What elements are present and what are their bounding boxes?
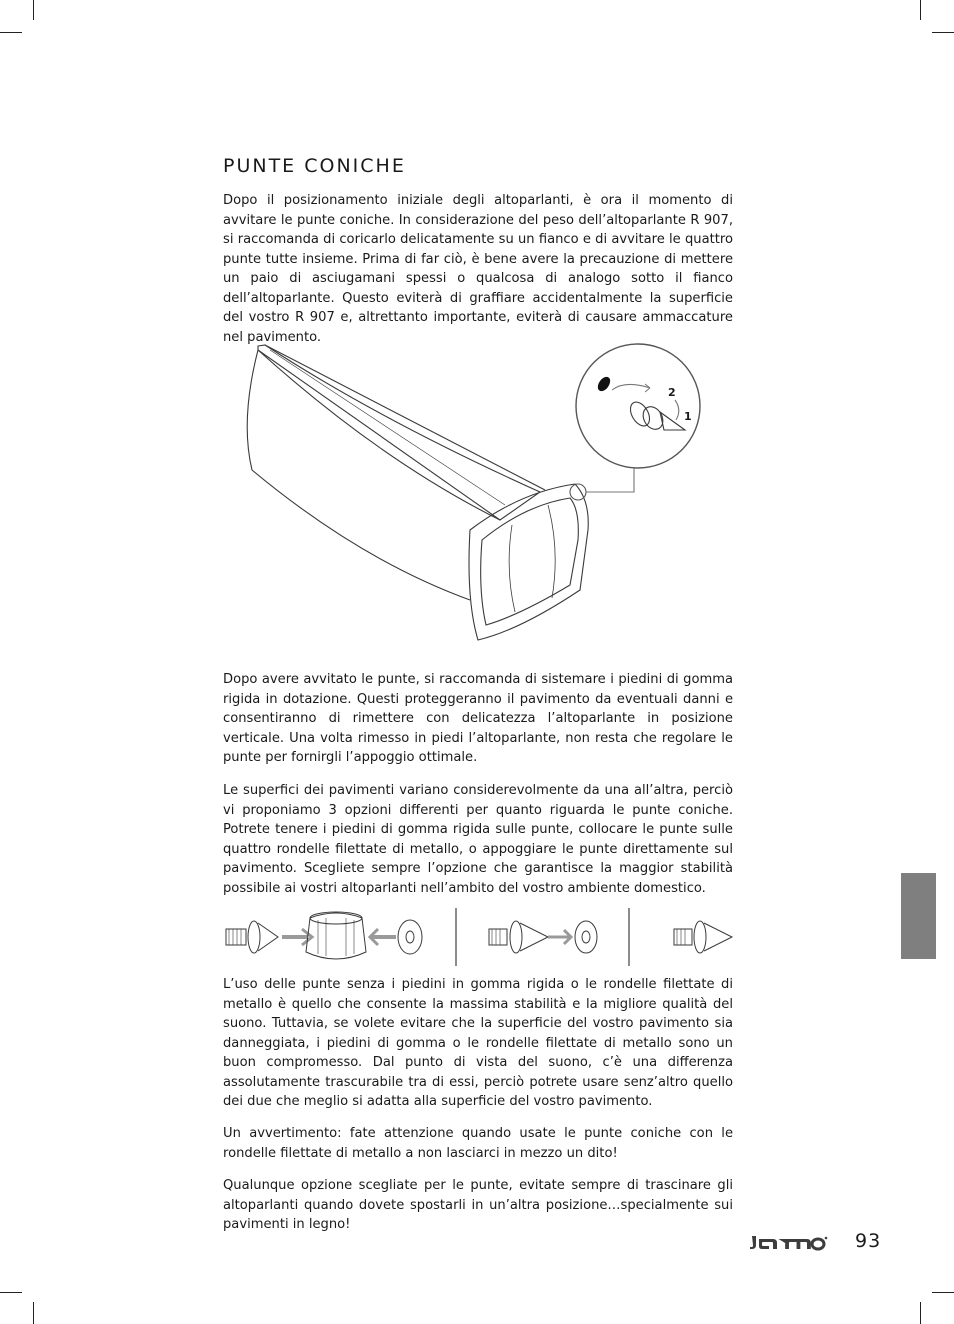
crop-mark <box>932 1292 954 1293</box>
step-label-1: 1 <box>684 410 692 423</box>
section-heading: PUNTE CONICHE <box>223 155 406 177</box>
step-label-2: 2 <box>668 386 676 399</box>
paragraph-after-spikes: Dopo avere avvitato le punte, si raccomanda di sistemare i piedini di gomma rigida in dotazione. Questi proteggeranno il pavimento da eventuali danni e consentiranno di rimettere con delicatezza l’altoparlante in posizione verticale. Una volta rimesso in piedi l’altoparlante, non resta che regolare le punte per fornirgli l’appoggio ottimale. <box>223 672 733 765</box>
paragraph-stability: L’uso delle punte senza i piedini in gomma rigida o le rondelle filettate di metallo è quello che consente la massima stabilità e la migliore qualità del suono. Tuttavia, se volete evitare che la superficie del vostro pavimento sia danneggiata, i piedini di gomma o le rondelle filettate di metallo sono un buon compromesso. Dal punto di vista del suono, c’è una differenza assolutamente trascurabile tra di essi, perciò potrete usare senz’altro quello dei due che meglio si adatta alla superficie del vostro pavimento. <box>223 977 733 1109</box>
section-tab <box>901 873 936 959</box>
crop-mark <box>33 1302 34 1324</box>
crop-mark <box>33 0 34 20</box>
spike-options-illustration <box>222 906 736 968</box>
paragraph-warning: Un avvertimento: fate attenzione quando usate le punte coniche con le rondelle filettate di metallo a non lasciarci in mezzo un dito! <box>223 1126 733 1161</box>
speaker-spike-illustration <box>240 338 692 643</box>
crop-mark <box>0 1292 22 1293</box>
crop-mark <box>920 0 921 20</box>
crop-mark <box>0 32 22 33</box>
paragraph-floor-options: Le superfici dei pavimenti variano considerevolmente da una all’altra, perciò vi proponiamo 3 opzioni differenti per quanto riguarda le punte coniche. Potrete tenere i piedini di gomma rigida sulle punte, collocare le punte sulle quattro rondelle filettate di metallo, o appoggiare le punte direttamente sul pavimento. Scegliete sempre l’opzione che garantisce la maggior stabilità possibile ai vostri altoparlanti nell’ambito del vostro ambiente domestico. <box>223 783 733 896</box>
paragraph-dragging: Qualunque opzione scegliate per le punte, evitate sempre di trascinare gli altoparlanti quando dovete spostarli in un’altra posizione…specialmente sui pavimenti in legno! <box>223 1178 733 1232</box>
page-number: 93 <box>855 1230 882 1252</box>
crop-mark <box>932 32 954 33</box>
crop-mark <box>920 1302 921 1324</box>
paragraph-intro: Dopo il posizionamento iniziale degli altoparlanti, è ora il momento di avvitare le punte coniche. In considerazione del peso dell’altoparlante R 907, si raccomanda di coricarlo delicatamente su un fianco e di avvitare le quattro punte tutte insieme. Prima di far ciò, è bene avere la precauzione di mettere un paio di asciugamani spessi o qualcosa di analogo sotto il fianco dell’altoparlante. Questo eviterà di graffiare accidentalmente la superficie del vostro R 907 e, altrettanto importante, eviterà di causare ammaccature nel pavimento. <box>223 193 733 345</box>
jamo-logo <box>750 1233 828 1251</box>
